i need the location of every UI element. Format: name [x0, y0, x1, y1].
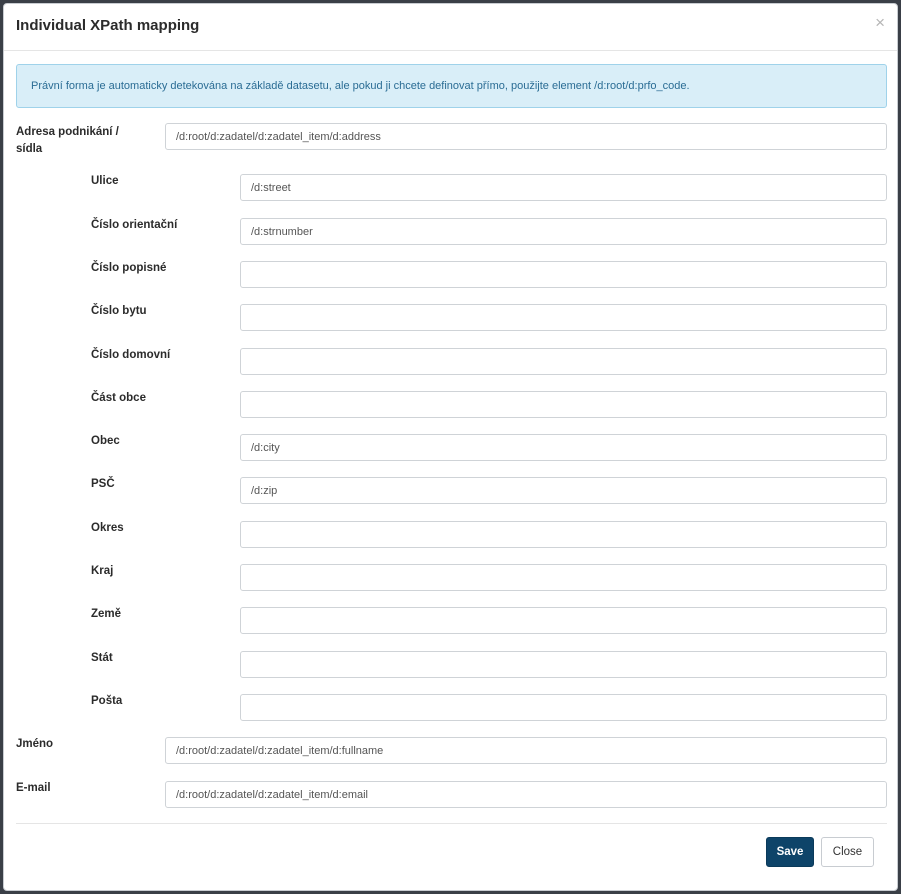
street-input[interactable]	[240, 174, 887, 201]
form-row-city	[4, 433, 899, 461]
form-row-street	[4, 173, 899, 201]
flat-number-input[interactable]	[240, 304, 887, 331]
form-row-state	[4, 650, 899, 678]
street-label: Ulice	[91, 175, 119, 187]
form-row-post	[4, 693, 899, 721]
info-alert: Právní forma je automaticky detekována na základě datasetu, ale pokud ji chcete definovat přímo, použijte element /d:root/d:prfo_code.	[16, 64, 887, 108]
region-label: Kraj	[91, 565, 114, 577]
state-input[interactable]	[240, 651, 887, 678]
region-input[interactable]	[240, 564, 887, 591]
name-input[interactable]	[165, 737, 887, 764]
descriptive-number-label: Číslo popisné	[91, 262, 167, 274]
descriptive-number-input[interactable]	[240, 261, 887, 288]
land-input[interactable]	[240, 607, 887, 634]
form-row-descriptive-number	[4, 260, 899, 288]
post-input[interactable]	[240, 694, 887, 721]
xpath-mapping-dialog	[3, 3, 898, 891]
district-input[interactable]	[240, 521, 887, 548]
address-label: Adresa podnikání / sídla	[16, 126, 119, 155]
house-number-label: Číslo domovní	[91, 349, 171, 361]
save-button[interactable]: Save	[766, 837, 814, 867]
form-row-region	[4, 563, 899, 591]
address-input[interactable]	[165, 123, 887, 150]
orientation-number-input[interactable]	[240, 218, 887, 245]
form-row-orientation-number	[4, 217, 899, 245]
form-row-name	[4, 736, 899, 764]
form-row-house-number	[4, 347, 899, 375]
state-label: Stát	[91, 652, 113, 664]
zip-input[interactable]	[240, 477, 887, 504]
form-row-land	[4, 606, 899, 634]
close-button[interactable]: Close	[821, 837, 874, 867]
post-label: Pošta	[91, 695, 123, 707]
email-input[interactable]	[165, 781, 887, 808]
dialog-header	[4, 4, 897, 51]
city-label: Obec	[91, 435, 120, 447]
district-label: Okres	[91, 522, 124, 534]
email-label: E-mail	[16, 782, 51, 794]
zip-label: PSČ	[91, 478, 115, 490]
orientation-number-label: Číslo orientační	[91, 219, 178, 231]
form-row-city-part	[4, 390, 899, 418]
form-row-zip	[4, 476, 899, 504]
form-row-email	[4, 780, 899, 808]
form-row-district	[4, 520, 899, 548]
name-label: Jméno	[16, 738, 54, 750]
house-number-input[interactable]	[240, 348, 887, 375]
form-row-flat-number	[4, 303, 899, 331]
form-row-address	[4, 123, 899, 155]
dialog-title: Individual XPath mapping	[16, 17, 200, 34]
city-part-input[interactable]	[240, 391, 887, 418]
close-icon[interactable]: ×	[875, 13, 885, 32]
flat-number-label: Číslo bytu	[91, 305, 147, 317]
city-input[interactable]	[240, 434, 887, 461]
footer-divider	[16, 823, 887, 824]
city-part-label: Část obce	[91, 392, 146, 404]
land-label: Země	[91, 608, 122, 620]
